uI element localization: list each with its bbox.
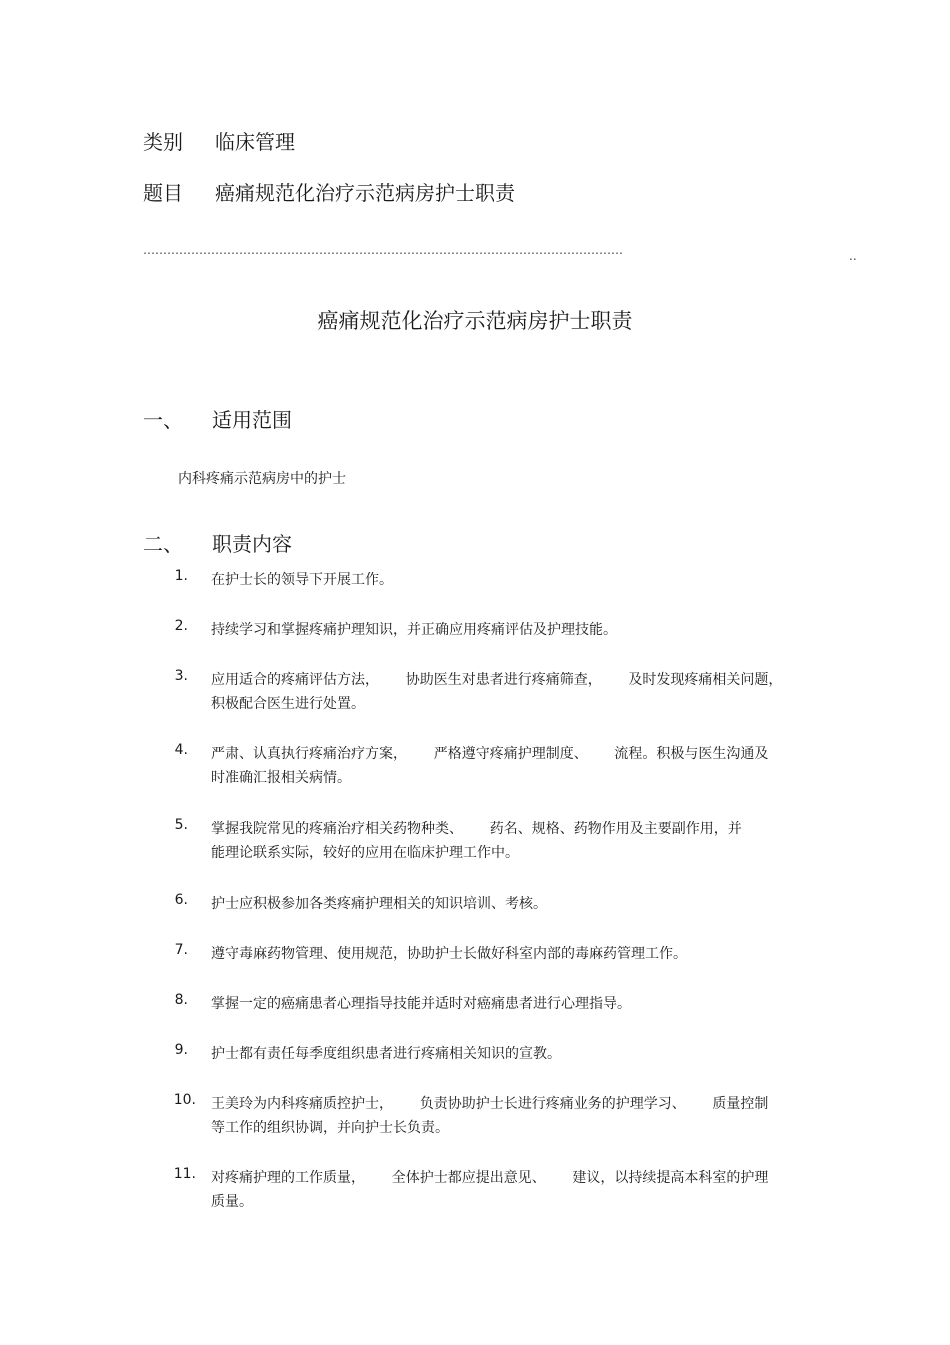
list-item-number: 5.	[174, 817, 188, 833]
list-item-text: 遵守毒麻药物管理、使用规范，协助护士长做好科室内部的毒麻药管理工作。	[211, 946, 687, 962]
section-1-number: 一、	[143, 408, 183, 432]
category-value: 临床管理	[215, 130, 295, 154]
list-item-text: 严肃、认真执行疼痛治疗方案， 严格遵守疼痛护理制度、 流程。积极与医生沟通及 时准确汇报相关病情。	[211, 746, 769, 786]
subject-label: 题目	[143, 181, 183, 205]
list-item-text: 对疼痛护理的工作质量， 全体护士都应提出意见、 建议，以持续提高本科室的护理 质量。	[211, 1170, 769, 1210]
list-item-text: 应用适合的疼痛评估方法， 协助医生对患者进行疼痛筛查， 及时发现疼痛相关问题， 积极配合医生进行处置。	[211, 672, 783, 712]
section-1-text: 内科疼痛示范病房中的护士	[178, 471, 346, 487]
list-item-text: 王美玲为内科疼痛质控护士， 负责协助护士长进行疼痛业务的护理学习、 质量控制 等工作的组织协调，并向护士长负责。	[211, 1096, 769, 1136]
list-item-number: 4.	[174, 742, 188, 758]
list-item-text: 掌握我院常见的疼痛治疗相关药物种类、 药名、规格、药物作用及主要副作用，并 能理论联系实际，较好的应用在临床护理工作中。	[211, 821, 742, 861]
list-item-number: 6.	[174, 892, 188, 908]
dotted-separator: …………………………………………………………………………………………………………	[143, 243, 623, 257]
list-item-number: 9.	[174, 1042, 188, 1058]
list-item-number: 11.	[173, 1166, 196, 1182]
section-2-heading: 职责内容	[212, 532, 292, 556]
document-title: 癌痛规范化治疗示范病房护士职责	[317, 309, 633, 333]
list-item-text: 护士应积极参加各类疼痛护理相关的知识培训、考核。	[211, 896, 547, 912]
subject-value: 癌痛规范化治疗示范病房护士职责	[215, 181, 515, 205]
list-item-text: 持续学习和掌握疼痛护理知识，并正确应用疼痛评估及护理技能。	[211, 622, 617, 638]
list-item-text: 在护士长的领导下开展工作。	[211, 572, 393, 588]
list-item-text: 护士都有责任每季度组织患者进行疼痛相关知识的宣教。	[211, 1046, 561, 1062]
list-item-text: 掌握一定的癌痛患者心理指导技能并适时对癌痛患者进行心理指导。	[211, 996, 631, 1012]
section-2-number: 二、	[143, 532, 183, 556]
list-item-number: 1.	[174, 568, 188, 584]
list-item-number: 10.	[173, 1092, 196, 1108]
dotted-separator-end: ..	[849, 249, 857, 263]
list-item-number: 2.	[174, 618, 188, 634]
category-label: 类别	[143, 130, 183, 154]
list-item-number: 7.	[174, 942, 188, 958]
section-1-heading: 适用范围	[212, 408, 292, 432]
list-item-number: 3.	[174, 668, 188, 684]
list-item-number: 8.	[174, 992, 188, 1008]
